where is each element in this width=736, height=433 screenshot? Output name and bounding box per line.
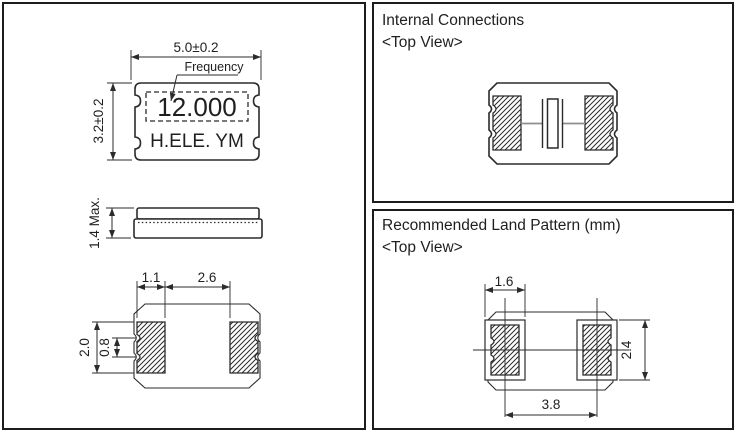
internal-connections-drawing — [489, 83, 617, 164]
width-dimension-label: 5.0±0.2 — [173, 40, 219, 55]
frequency-value: 12.000 — [157, 92, 237, 122]
land-pattern-subtitle: <Top View> — [382, 239, 463, 256]
manufacturer-marking: H.ELE. YM — [150, 131, 244, 152]
land-pattern-title: Recommended Land Pattern (mm) — [382, 217, 621, 234]
land-pad-width-label: 1.6 — [494, 274, 514, 289]
package-top-view — [91, 40, 261, 160]
land-pattern-drawing — [473, 274, 650, 417]
crystal-element — [548, 99, 559, 148]
lid-profile — [137, 208, 259, 219]
internal-connections-subtitle: <Top View> — [382, 34, 463, 51]
package-bottom-view — [77, 270, 260, 388]
land-pad-height-label: 2.4 — [619, 340, 634, 360]
pad-gap-dimension-label: 2.6 — [197, 270, 217, 285]
thickness-dimension-label: 1.4 Max. — [87, 197, 102, 249]
package-side-view — [87, 197, 262, 249]
frequency-callout-label: Frequency — [184, 60, 244, 74]
base-profile — [134, 219, 262, 238]
bottom-pad-right — [230, 322, 258, 373]
height-extension-lines — [107, 83, 132, 160]
height-dimension-label: 3.2±0.2 — [91, 98, 106, 144]
notch-extension-lines — [112, 338, 136, 357]
ic-pad-right — [585, 96, 613, 150]
pad-height-dimension-label: 2.0 — [77, 338, 92, 357]
notch-dimension-label: 0.8 — [97, 338, 112, 357]
ic-pad-left — [493, 96, 521, 150]
pad-width-dimension-label: 1.1 — [141, 270, 161, 285]
internal-connections-title: Internal Connections — [382, 12, 525, 29]
bottom-pad-left — [137, 322, 165, 373]
land-pad-pitch-label: 3.8 — [541, 397, 561, 412]
thickness-extension-lines — [106, 208, 134, 238]
